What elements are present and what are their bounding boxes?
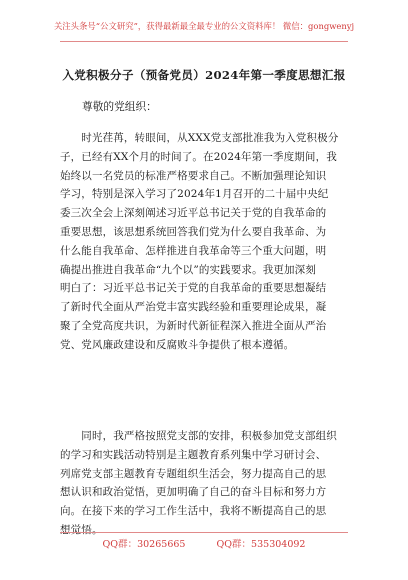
text-line: 委三次全会上深刻阐述习近平总书记关于党的自我革命的 [60, 207, 327, 220]
text-line: 列席党支部主题教育专题组织生活会，努力提高自己的思 [60, 467, 327, 480]
footer-qq-group-1: QQ群：30265665 [102, 539, 186, 550]
text-line: 时光荏苒，转眼间，从XXX党支部批准我为入党积极分 [60, 132, 339, 144]
text-line: 党、党风廉政建设和反腐败斗争提供了根本遵循。 [60, 338, 295, 351]
salutation: 尊敬的党组织： [82, 100, 157, 113]
text-line: 什么能自我革命、怎样推进自我革命等三个重大问题，明 [60, 244, 327, 257]
text-line: 聚了全党高度共识，为新时代新征程深入推进全面从严治 [60, 319, 327, 332]
text-line: 的学习和实践活动特别是主题教育系列集中学习研讨会、 [60, 448, 327, 461]
footer-qq-group-2: QQ群：535304092 [216, 539, 306, 550]
footer-contacts [0, 536, 408, 550]
text-line: 子，已经有XX个月的时间了。在2024年第一季度期间，我 [60, 150, 337, 163]
text-line: 重要思想，该思想系统回答我们党为什么要自我革命、为 [60, 225, 327, 238]
header-divider [60, 41, 348, 42]
header-promo-note: 关注头条号“公文研究”，获得最新最全最专业的公文资料库！ 微信：gongwenyj [53, 21, 355, 31]
text-line: 向。在接下来的学习工作生活中，我将不断提高自己的思 [60, 505, 327, 518]
text-line: 始终以一名党员的标准严格要求自己。不断加强理论知识 [60, 169, 327, 182]
text-line: 学习，特别是深入学习了2024年1月召开的二十届中央纪 [60, 188, 329, 201]
text-line: 同时，我严格按照党支部的安排，积极参加党支部组织 [60, 430, 337, 442]
text-line: 想认识和政治觉悟，更加明确了自己的奋斗目标和努力方 [60, 486, 327, 499]
text-line: 了新时代全面从严治党丰富实践经验和重要理论成果，凝 [60, 301, 327, 314]
text-line: 想觉悟。 [60, 523, 103, 536]
paragraph-1 [60, 129, 358, 355]
paragraph-2 [60, 427, 358, 540]
text-line: 明白了：习近平总书记关于党的自我革命的重要思想凝结 [60, 282, 327, 295]
footer-divider [60, 532, 348, 533]
text-line: 确提出推进自我革命“九个以”的实践要求。我更加深刻 [60, 263, 316, 276]
document-title: 入党积极分子（预备党员）2024年第一季度思想汇报 [62, 68, 346, 82]
